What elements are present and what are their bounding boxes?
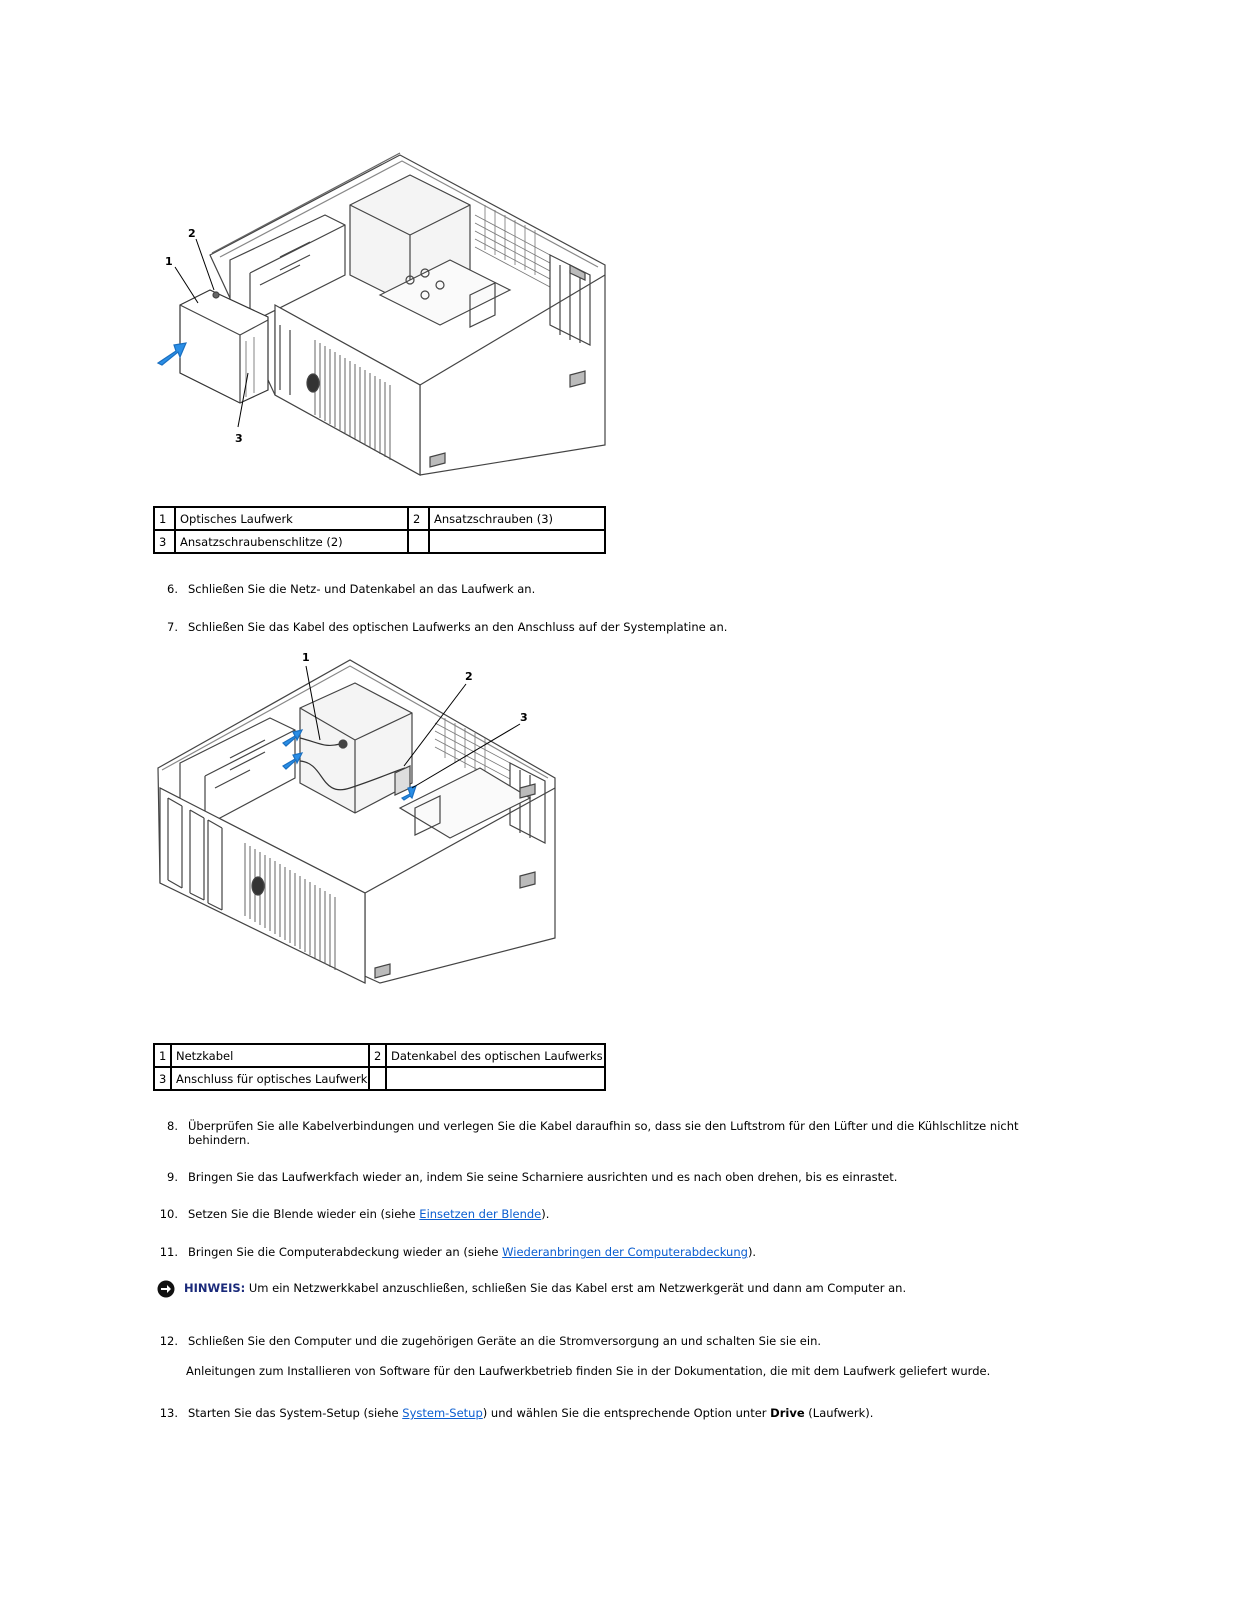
- step-7: [150, 620, 1030, 634]
- legend-number: 2: [408, 507, 429, 530]
- link-computerabdeckung[interactable]: Wiederanbringen der Computerabdeckung: [502, 1245, 748, 1259]
- step-number: 7.: [167, 620, 178, 634]
- step-text-post: (Laufwerk).: [804, 1406, 874, 1420]
- step-text: [188, 1245, 1030, 1259]
- callout-2: 2: [465, 670, 473, 683]
- step-number: 12.: [159, 1334, 178, 1348]
- step-number: 11.: [159, 1245, 178, 1259]
- legend-number: [369, 1067, 386, 1090]
- notice-box: [157, 1280, 1057, 1295]
- link-system-setup[interactable]: System-Setup: [402, 1406, 483, 1420]
- legend-label: Optisches Laufwerk: [175, 507, 408, 530]
- legend-table-2: [153, 1043, 606, 1091]
- step-number: 9.: [167, 1170, 178, 1184]
- legend-label: Ansatzschrauben (3): [429, 507, 605, 530]
- callout-1: 1: [165, 255, 173, 268]
- callout-2: 2: [188, 227, 196, 240]
- step-text: Bringen Sie das Laufwerkfach wieder an, indem Sie seine Scharniere ausrichten und es nach oben drehen, bis es einrastet.: [188, 1170, 898, 1184]
- step-11: [150, 1245, 1030, 1259]
- figure-cable-connection: [150, 648, 570, 993]
- notice-text: Um ein Netzwerkkabel anzuschließen, schließen Sie das Kabel erst am Netzwerkgerät und dann am Computer an.: [248, 1281, 907, 1295]
- step-text-pre: Bringen Sie die Computerabdeckung wieder an (siehe: [188, 1245, 503, 1259]
- step-text: Überprüfen Sie alle Kabelverbindungen und verlegen Sie die Kabel daraufhin so, dass sie den Luftstrom für den Lüfter und die Kühlschlitze nicht behindern.: [188, 1119, 1019, 1147]
- step-text: Schließen Sie die Netz- und Datenkabel an das Laufwerk an.: [188, 582, 536, 596]
- legend-number: 1: [154, 1044, 171, 1067]
- legend-label: Netzkabel: [171, 1044, 369, 1067]
- step-number: 13.: [159, 1406, 178, 1420]
- step-9: [150, 1170, 1030, 1184]
- table-row: [154, 1067, 605, 1090]
- step-text-bold: Drive: [770, 1406, 805, 1420]
- legend-label: [429, 530, 605, 553]
- legend-number: 3: [154, 530, 175, 553]
- callout-3: 3: [520, 711, 528, 724]
- notice-icon: [157, 1280, 175, 1298]
- step-8: [150, 1119, 1030, 1147]
- step-text: Schließen Sie den Computer und die zugehörigen Geräte an die Stromversorgung an und schalten Sie sie ein.: [188, 1334, 822, 1348]
- step-12: [150, 1334, 1030, 1348]
- step-text-post: ).: [747, 1245, 757, 1259]
- step-number: 6.: [167, 582, 178, 596]
- step-text-mid: ) und wählen Sie die entsprechende Option unter: [482, 1406, 771, 1420]
- step-number: 10.: [159, 1207, 178, 1221]
- legend-number: 3: [154, 1067, 171, 1090]
- legend-number: [408, 530, 429, 553]
- step-12-paragraph: Anleitungen zum Installieren von Software für den Laufwerkbetrieb finden Sie in der Dokumentation, die mit dem Laufwerk geliefert wurde.: [186, 1364, 991, 1378]
- notice-label: HINWEIS:: [184, 1281, 246, 1295]
- callout-1: 1: [302, 651, 310, 664]
- step-text: [188, 1406, 1030, 1420]
- step-6: [150, 582, 1030, 596]
- step-13: [150, 1406, 1030, 1420]
- table-row: [154, 1044, 605, 1067]
- table-row: [154, 507, 605, 530]
- step-text-post: ).: [541, 1207, 550, 1221]
- legend-label: Ansatzschraubenschlitze (2): [175, 530, 408, 553]
- figure-optical-drive-install: [150, 145, 620, 485]
- step-10: [150, 1207, 1030, 1221]
- legend-number: 1: [154, 507, 175, 530]
- legend-label: [386, 1067, 605, 1090]
- step-text-pre: Setzen Sie die Blende wieder ein (siehe: [188, 1207, 420, 1221]
- table-row: [154, 530, 605, 553]
- link-einsetzen-der-blende[interactable]: Einsetzen der Blende: [419, 1207, 542, 1221]
- legend-number: 2: [369, 1044, 386, 1067]
- step-text: [188, 1207, 1030, 1221]
- step-number: 8.: [167, 1119, 178, 1133]
- step-text: Schließen Sie das Kabel des optischen Laufwerks an den Anschluss auf der Systemplatine an.: [188, 620, 728, 634]
- legend-label: Anschluss für optisches Laufwerk: [171, 1067, 369, 1090]
- callout-3: 3: [235, 432, 243, 445]
- step-text-pre: Starten Sie das System-Setup (siehe: [188, 1406, 403, 1420]
- legend-label: Datenkabel des optischen Laufwerks: [386, 1044, 605, 1067]
- legend-table-1: [153, 506, 606, 554]
